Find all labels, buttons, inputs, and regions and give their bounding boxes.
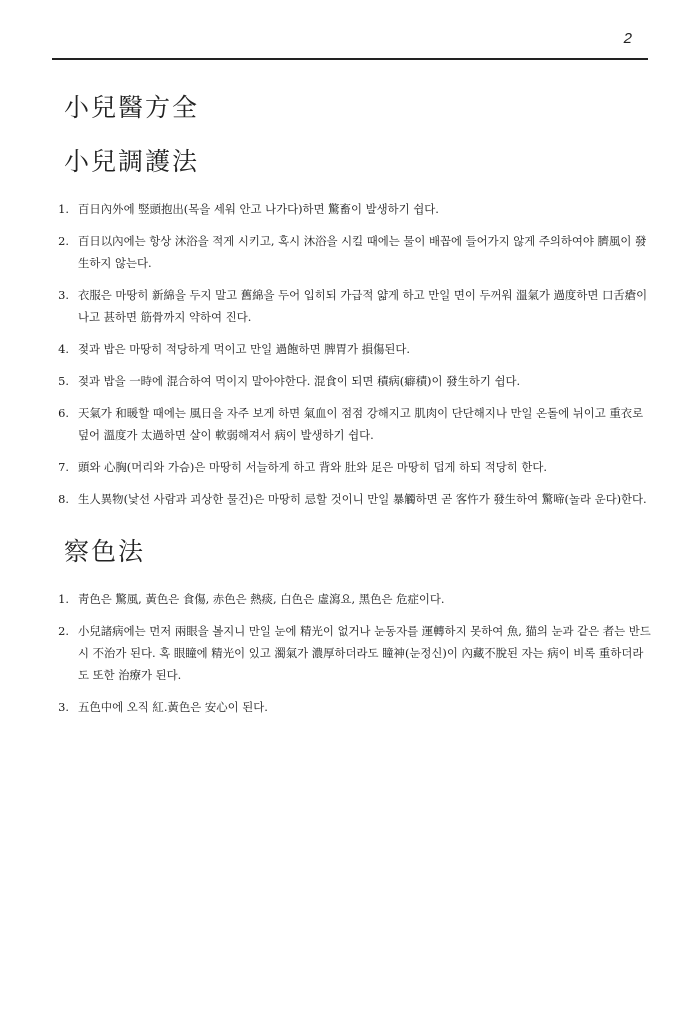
item-number: 5. <box>58 374 69 388</box>
item-number: 4. <box>58 342 69 356</box>
list-item <box>52 402 652 446</box>
care-list <box>52 198 652 510</box>
color-list <box>52 588 652 718</box>
list-item <box>52 370 652 392</box>
item-number: 2. <box>58 234 69 248</box>
header-rule <box>52 58 648 60</box>
list-item <box>52 284 652 328</box>
list-item <box>52 620 652 686</box>
item-text: 百日以內에는 항상 沐浴을 적게 시키고, 혹시 沐浴을 시킬 때에는 물이 배꼽에 들어가지 않게 주의하여야 臍風이 發生하지 않는다. <box>78 234 647 270</box>
item-number: 6. <box>58 406 69 420</box>
list-item <box>52 198 652 220</box>
item-number: 8. <box>58 492 69 506</box>
item-text: 生人異物(낯선 사람과 괴상한 물건)은 마땅히 忌할 것이니 만일 暴觸하면 곧 客忤가 發生하여 驚啼(놀라 운다)한다. <box>78 492 647 506</box>
item-text: 젖과 밥을 一時에 混合하여 먹이지 말아야한다. 混食이 되면 積病(癖積)이 發生하기 쉽다. <box>78 374 521 388</box>
list-item <box>52 456 652 478</box>
list-item <box>52 230 652 274</box>
item-number: 7. <box>58 460 69 474</box>
list-item <box>52 338 652 360</box>
item-text: 靑色은 驚風, 黃色은 食傷, 赤色은 熱痰, 白色은 虛瀉요, 黑色은 危症이다. <box>78 592 445 606</box>
item-text: 衣服은 마땅히 新綿을 두지 말고 舊綿을 두어 입히되 가급적 얇게 하고 만일 면이 두꺼워 溫氣가 過度하면 口舌瘡이 나고 甚하면 筋骨까지 약하여 진다. <box>78 288 648 324</box>
list-item <box>52 588 652 610</box>
item-text: 百日內外에 竪頭抱出(목을 세워 안고 나가다)하면 驚畜이 발생하기 쉽다. <box>78 202 439 216</box>
item-number: 3. <box>58 700 69 714</box>
section-title-color: 察色法 <box>64 537 146 566</box>
item-number: 2. <box>58 624 69 638</box>
page-number: 2 <box>623 30 632 47</box>
item-number: 3. <box>58 288 69 302</box>
item-text: 小兒諸病에는 먼저 兩眼을 볼지니 만일 눈에 精光이 없거나 눈동자를 運轉하지 못하여 魚, 猫의 눈과 같은 者는 반드시 不治가 된다. 혹 眼瞳에 精光이 있고 濁氣가 濃厚하더라도 瞳神(눈정신)이 內藏不脫된 자는 病이 비록 重하더라도 또한 治療가 된다. <box>78 624 651 682</box>
list-item <box>52 696 652 718</box>
book-title: 小兒醫方全 <box>64 93 200 122</box>
list-item <box>52 488 652 510</box>
item-number: 1. <box>58 592 69 606</box>
item-text: 天氣가 和暖할 때에는 風日을 자주 보게 하면 氣血이 점점 강해지고 肌肉이 단단해지나 만일 온돌에 뉘이고 重衣로 덮어 溫度가 太過하면 살이 軟弱해져서 病이 발생하기 쉽다. <box>78 406 644 442</box>
section-title-care: 小兒調護法 <box>64 147 200 176</box>
item-number: 1. <box>58 202 69 216</box>
item-text: 五色中에 오직 紅.黃色은 安心이 된다. <box>78 700 268 714</box>
document-body <box>52 88 652 728</box>
item-text: 頭와 心胸(머리와 가슴)은 마땅히 서늘하게 하고 背와 肚와 足은 마땅히 덥게 하되 적당히 한다. <box>78 460 548 474</box>
item-text: 젖과 밥은 마땅히 적당하게 먹이고 만일 過飽하면 脾胃가 損傷된다. <box>78 342 411 356</box>
